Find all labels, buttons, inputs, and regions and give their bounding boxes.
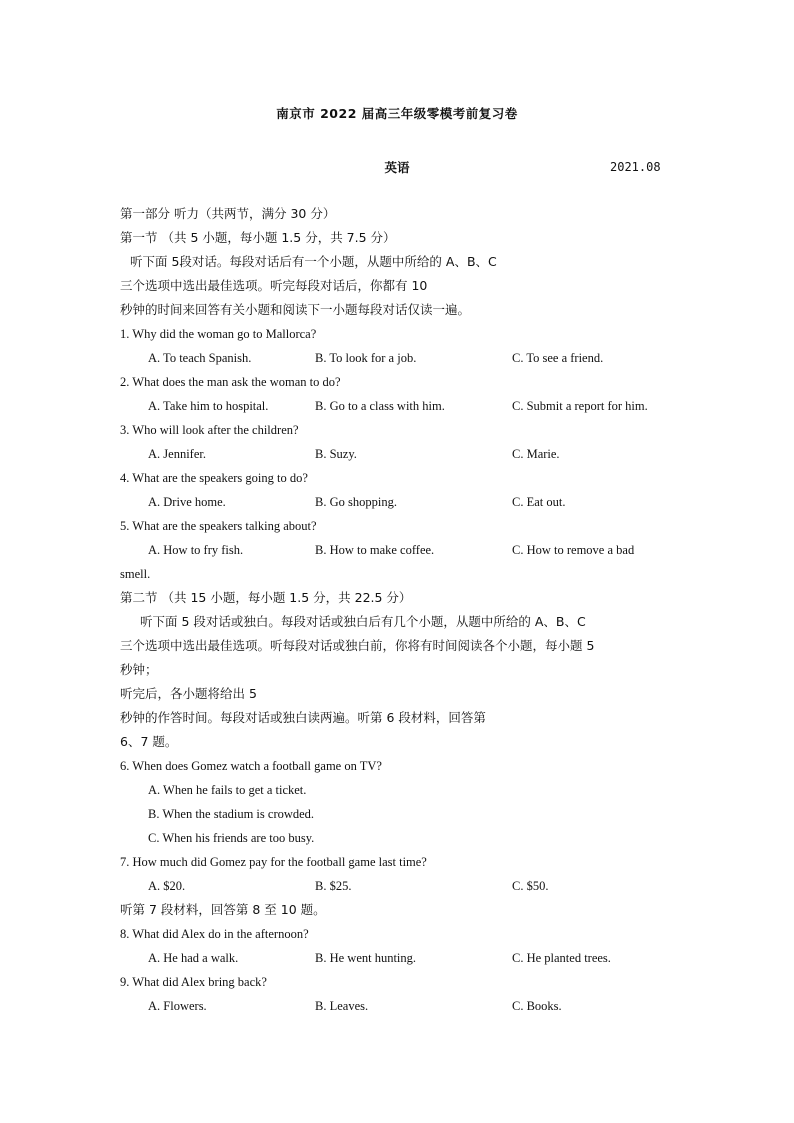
option-b: B. Go to a class with him. bbox=[315, 399, 445, 413]
section2-instruction: 6、7 题。 bbox=[120, 734, 178, 749]
option-b: B. Suzy. bbox=[315, 447, 357, 461]
option-c: C. Submit a report for him. bbox=[512, 399, 648, 413]
option-b: B. $25. bbox=[315, 879, 352, 893]
option-a: A. $20. bbox=[148, 879, 186, 893]
exam-title: 南京市 2022 届高三年级零模考前复习卷 bbox=[276, 106, 518, 121]
section1-heading: 第一节 （共 5 小题，每小题 1.5 分，共 7.5 分） bbox=[120, 230, 396, 245]
section1-instruction: 听下面 5段对话。每段对话后有一个小题，从题中所给的 A、B、C bbox=[130, 254, 497, 269]
exam-date: 2021.08 bbox=[610, 160, 661, 174]
option-c: C. Eat out. bbox=[512, 495, 566, 509]
section2-instruction: 秒钟； bbox=[120, 662, 158, 677]
option-b: B. To look for a job. bbox=[315, 351, 417, 365]
section2-instruction: 三个选项中选出最佳选项。听每段对话或独白前，你将有时间阅读各个小题，每小题 5 bbox=[120, 638, 595, 653]
question-stem: 8. What did Alex do in the afternoon? bbox=[120, 927, 309, 941]
option-a: A. To teach Spanish. bbox=[148, 351, 252, 365]
question-stem: 5. What are the speakers talking about? bbox=[120, 519, 317, 533]
option-b: B. When the stadium is crowded. bbox=[148, 807, 315, 821]
option-a: A. He had a walk. bbox=[148, 951, 239, 965]
section2-instruction: 听完后，各小题将给出 5 bbox=[120, 686, 257, 701]
part1-heading: 第一部分 听力（共两节，满分 30 分） bbox=[120, 206, 336, 221]
option-b: B. How to make coffee. bbox=[315, 543, 435, 557]
question-stem: 3. Who will look after the children? bbox=[120, 423, 299, 437]
question-options bbox=[120, 946, 680, 970]
section1-instruction: 秒钟的时间来回答有关小题和阅读下一小题每段对话仅读一遍。 bbox=[120, 302, 471, 317]
question-options bbox=[120, 490, 680, 514]
question-options bbox=[120, 994, 680, 1018]
question-options bbox=[120, 346, 680, 370]
option-a: A. Take him to hospital. bbox=[148, 399, 269, 413]
option-a: A. Drive home. bbox=[148, 495, 226, 509]
option-b: B. Leaves. bbox=[315, 999, 369, 1013]
question-options bbox=[120, 394, 680, 418]
question-options bbox=[120, 442, 680, 466]
option-a: A. Jennifer. bbox=[148, 447, 206, 461]
option-a: A. When he fails to get a ticket. bbox=[148, 783, 307, 797]
exam-content bbox=[120, 202, 680, 1018]
section2-instruction: 听下面 5 段对话或独白。每段对话或独白后有几个小题，从题中所给的 A、B、C bbox=[140, 614, 586, 629]
section1-instruction: 三个选项中选出最佳选项。听完每段对话后，你都有 10 bbox=[120, 278, 428, 293]
section2-heading: 第二节 （共 15 小题，每小题 1.5 分，共 22.5 分） bbox=[120, 590, 412, 605]
option-b: B. He went hunting. bbox=[315, 951, 417, 965]
question-stem: 7. How much did Gomez pay for the football game last time? bbox=[120, 855, 427, 869]
section2-instruction: 秒钟的作答时间。每段对话或独白读两遍。听第 6 段材料，回答第 bbox=[120, 710, 486, 725]
material-instruction: 听第 7 段材料，回答第 8 至 10 题。 bbox=[120, 902, 326, 917]
option-c: C. Marie. bbox=[512, 447, 560, 461]
subject-title: 英语 bbox=[384, 160, 410, 175]
option-c: C. Books. bbox=[512, 999, 562, 1013]
question-stem: 2. What does the man ask the woman to do? bbox=[120, 375, 341, 389]
question-stem: 4. What are the speakers going to do? bbox=[120, 471, 308, 485]
option-c: C. When his friends are too busy. bbox=[148, 831, 315, 845]
option-c-continued: smell. bbox=[120, 567, 151, 581]
option-c: C. He planted trees. bbox=[512, 951, 611, 965]
question-stem: 1. Why did the woman go to Mallorca? bbox=[120, 327, 317, 341]
option-c: C. To see a friend. bbox=[512, 351, 604, 365]
option-c: C. $50. bbox=[512, 879, 549, 893]
option-a: A. Flowers. bbox=[148, 999, 207, 1013]
option-c: C. How to remove a bad bbox=[512, 543, 635, 557]
option-b: B. Go shopping. bbox=[315, 495, 397, 509]
option-a: A. How to fry fish. bbox=[148, 543, 244, 557]
question-options bbox=[120, 538, 680, 562]
question-options bbox=[120, 874, 680, 898]
question-stem: 6. When does Gomez watch a football game on TV? bbox=[120, 759, 382, 773]
question-stem: 9. What did Alex bring back? bbox=[120, 975, 267, 989]
